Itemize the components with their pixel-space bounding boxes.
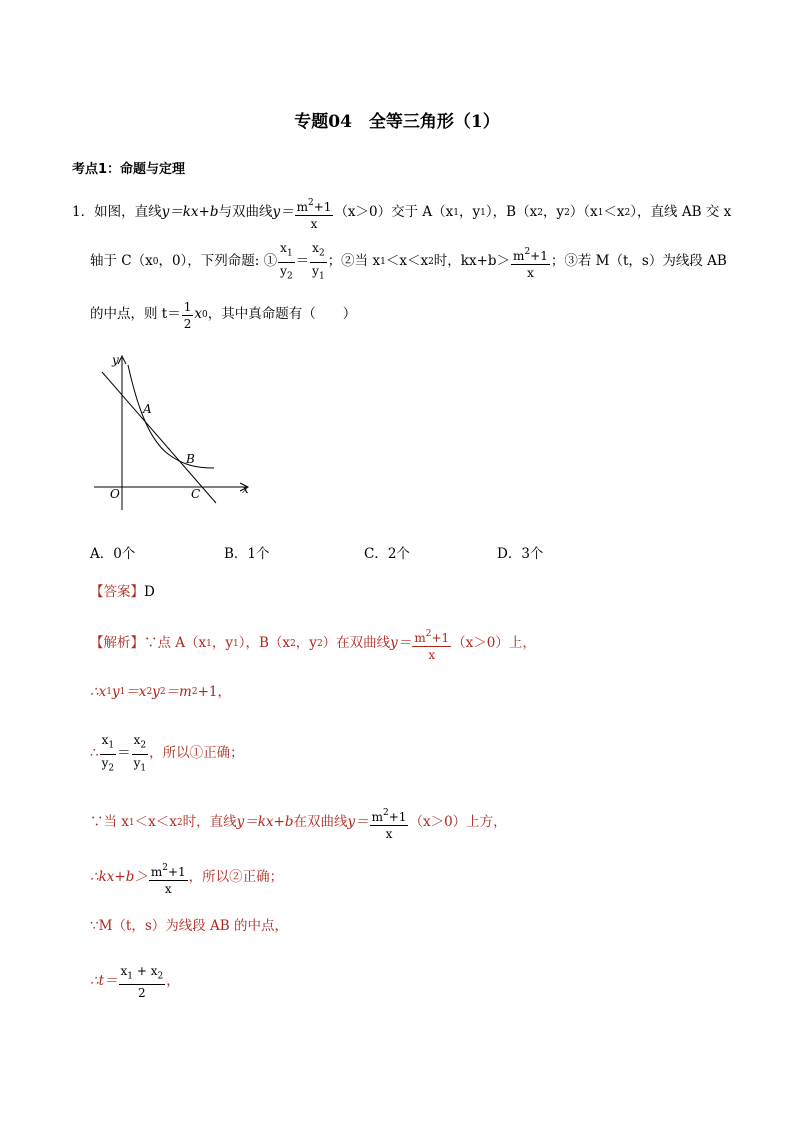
analysis-tag: 【解析】 bbox=[90, 635, 144, 652]
question-line-1: 1． 如图，直线 y＝kx+b 与双曲线 y＝ $\frac{m^2+1}{x}$ （x＞0）交于 A（x 1 ，y 1 ），B（x 2 ，y 2 ）（x 1 ＜x 2 ），直线 AB 交 x bbox=[72, 197, 732, 231]
x-axis-label: x bbox=[242, 482, 249, 496]
hyperbola-fraction: $\frac{m^2+1}{x}$ bbox=[150, 862, 186, 896]
analysis-line-2: ∴x 1 y 1 ＝x 2 y 2 ＝m 2 +1， bbox=[90, 684, 231, 700]
text: ）（x bbox=[569, 204, 598, 221]
hyperbola-fraction: $\frac{m^2+1}{x}$ bbox=[414, 628, 450, 662]
analysis-line-6: ∵M（t，s）为线段 AB 的中点， bbox=[90, 918, 289, 934]
option-a[interactable]: A．0个 bbox=[90, 546, 136, 562]
ratio-x2-y1: $\frac{x_2}{y_1}$ bbox=[312, 241, 325, 281]
ratio-x1-y2: $\frac{x_1}{y_2}$ bbox=[280, 241, 293, 281]
ratio-x1-y2: $\frac{x_1}{y_2}$ bbox=[101, 733, 115, 773]
question-line-2: 轴于 C（x 0 ，0），下列命题: ① $\frac{x_1}{y_2}$ ＝ $\frac{x_2}{y_1}$ ；②当 x 1 ＜x＜x 2 时，kx+b＞ $\frac{m^2+1}{x}$ ；③若 M（t，s）为线段 AB bbox=[90, 241, 727, 281]
text: ＜x＜x bbox=[385, 253, 429, 270]
text: y＝ bbox=[272, 204, 294, 221]
half-fraction: $\frac{1}{2}$ bbox=[183, 299, 192, 331]
page-title: 专题04 全等三角形（1） bbox=[294, 112, 500, 132]
answer-line bbox=[90, 586, 155, 600]
function-graph bbox=[88, 350, 258, 510]
text: ；②当 x bbox=[327, 253, 381, 270]
analysis-line-7: ∴t＝ $\frac{x_1 + x_2}{2}$ ， bbox=[90, 963, 180, 1001]
line-equation: y＝kx+b bbox=[161, 204, 219, 221]
line-ab bbox=[102, 372, 216, 503]
answer-value: D bbox=[144, 584, 155, 600]
text: ，y bbox=[459, 204, 481, 221]
text: ，0），下列命题: ① bbox=[158, 253, 278, 270]
analysis-line-5: ∴kx+b＞ $\frac{m^2+1}{x}$ ，所以②正确； bbox=[90, 862, 284, 896]
ratio-x2-y1: $\frac{x_2}{y_1}$ bbox=[133, 733, 147, 773]
text: ，y bbox=[542, 204, 565, 221]
text: 与双曲线 bbox=[218, 204, 273, 221]
option-b[interactable]: B．1个 bbox=[224, 546, 270, 562]
midpoint-fraction: $\frac{x_1 + x_2}{2}$ bbox=[120, 963, 164, 1001]
hyperbola-fraction: $\frac{m^2+1}{x}$ bbox=[296, 197, 332, 231]
origin-label: O bbox=[110, 487, 120, 501]
text: 的中点，则 t＝ bbox=[90, 306, 181, 323]
question-number: 1． bbox=[72, 204, 95, 221]
text: （x＞0）交于 A（x bbox=[334, 204, 454, 221]
option-c[interactable]: C．2个 bbox=[364, 546, 410, 562]
point-a-label: A bbox=[143, 402, 152, 416]
analysis-line-4: ∵当 x 1 ＜x＜x 2 时，直线 y＝kx+b 在双曲线 y＝ $\frac{m^2+1}{x}$ （x＞0）上方， bbox=[90, 807, 507, 841]
text: ＜x bbox=[603, 204, 625, 221]
analysis-line-3: ∴ $\frac{x_1}{y_2}$ ＝ $\frac{x_2}{y_1}$ ，所以①正确； bbox=[90, 733, 244, 773]
y-axis-label: y bbox=[112, 353, 119, 367]
option-d[interactable]: D．3个 bbox=[497, 546, 544, 562]
analysis-line-1: 【解析】 ∵点 A（x 1 ，y 1 ），B（x 2 ，y 2 ）在双曲线 y＝ $\frac{m^2+1}{x}$ （x＞0）上， bbox=[90, 628, 536, 662]
text: 如图，直线 bbox=[94, 204, 162, 221]
text: ），直线 AB 交 x bbox=[630, 204, 732, 221]
point-c-label: C bbox=[191, 487, 201, 501]
text: 轴于 C（x bbox=[90, 253, 153, 270]
text: ；③若 M（t，s）为线段 AB bbox=[550, 253, 727, 270]
section-heading: 考点1：命题与定理 bbox=[72, 162, 186, 177]
answer-tag: 【答案】 bbox=[90, 584, 144, 600]
text: 时，kx+b＞ bbox=[433, 253, 511, 270]
text: ），B（x bbox=[485, 204, 538, 221]
text: x bbox=[194, 306, 202, 323]
hyperbola-fraction: $\frac{m^2+1}{x}$ bbox=[371, 807, 407, 841]
point-b-label: B bbox=[186, 452, 195, 466]
hyperbola-fraction: $\frac{m^2+1}{x}$ bbox=[513, 246, 548, 280]
text: ，其中真命题有（ ） bbox=[207, 306, 357, 323]
question-line-3: 的中点，则 t＝ $\frac{1}{2}$ x 0 ，其中真命题有（ ） bbox=[90, 299, 357, 331]
